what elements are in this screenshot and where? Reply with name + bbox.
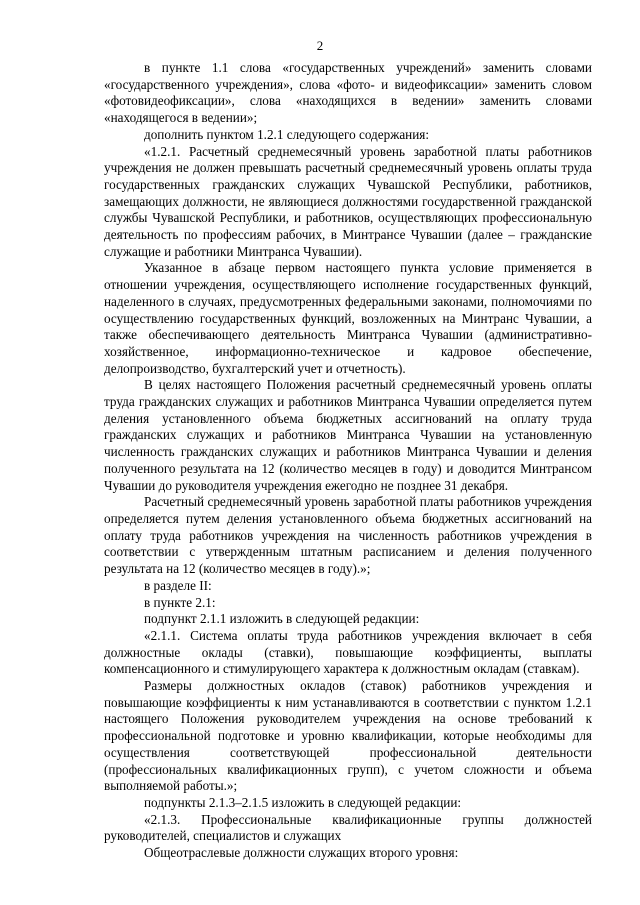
paragraph-4: Указанное в абзаце первом настоящего пункта условие применяется в отношении учреждения, осуществляющего исполнение государственных функций, наделенного в случаях, предусмотренных федеральными законами, полномочиями по осуществлению государственных функций, возложенных на Минтранс Чувашии, а также обеспечивающего деятельность Минтранса Чувашии (административно-хозяйственное, информационно-техническое и кадровое обеспечение, делопроизводство, бухгалтерский учет и отчетность). [104, 260, 592, 376]
paragraph-3: «1.2.1. Расчетный среднемесячный уровень заработной платы работников учреждения не должен превышать расчетный среднемесячный уровень оплаты труда государственных гражданских служащих Чувашской Республики, работников, замещающих должности, не являющиеся должностями государственной гражданской службы Чувашской Республики, и работников, осуществляющих профессиональную деятельность по профессиям рабочих, в Минтрансе Чувашии (далее – гражданские служащие и работники Минтранса Чувашии). [104, 143, 592, 259]
paragraph-8: в пункте 2.1: [144, 594, 216, 610]
paragraph-9: подпункт 2.1.1 изложить в следующей редакции: [144, 611, 420, 627]
paragraph-12: подпункты 2.1.3–2.1.5 изложить в следующей редакции: [144, 794, 462, 810]
paragraph-6: Расчетный среднемесячный уровень заработной платы работников учреждения определяется путем деления установленного объема бюджетных ассигнований на оплату труда работников учреждения на численность работников учреждения в соответствии с утвержденным штатным расписанием и деления полученного результата на 12 (количество месяцев в году).»; [104, 494, 592, 577]
paragraph-11: Размеры должностных окладов (ставок) работников учреждения и повышающие коэффициенты к ним устанавливаются в соответствии с пунктом 1.2.1 настоящего Положения руководителем учреждения на основе требований к профессиональной подготовке и уровню квалификации, которые необходимы для осуществления соответствующей профессиональной деятельности (профессиональных квалификационных групп), с учетом сложности и объема выполняемой работы.»; [104, 678, 592, 794]
paragraph-5: В целях настоящего Положения расчетный среднемесячный уровень оплаты труда гражданских служащих и работников Минтранса Чувашии определяется путем деления установленного объема бюджетных ассигнований на оплату труда гражданских служащих и работников Минтранса Чувашии на установленную численность гражданских служащих и работников Минтранса Чувашии и деления полученного результата на 12 (количество месяцев в году) и доводится Минтрансом Чувашии до руководителя учреждения ежегодно не позднее 31 декабря. [104, 377, 592, 493]
paragraph-10: «2.1.1. Система оплаты труда работников учреждения включает в себя должностные оклады (ставки), повышающие коэффициенты, выплаты компенсационного и стимулирующего характера к должностным окладам (ставкам). [104, 627, 592, 677]
paragraph-13: «2.1.3. Профессиональные квалификационные группы должностей руководителей, специалистов и служащих [104, 811, 592, 844]
paragraph-1: в пункте 1.1 слова «государственных учреждений» заменить словами «государственного учреждения», слова «фото- и видеофиксации» заменить словом «фотовидеофиксации», слова «находящихся в ведении» заменить словами «находящегося в ведении»; [104, 60, 592, 126]
document-body [104, 60, 592, 862]
page-number: 2 [316, 38, 324, 53]
paragraph-2: дополнить пунктом 1.2.1 следующего содержания: [144, 126, 430, 142]
paragraph-7: в разделе II: [144, 577, 212, 593]
paragraph-14: Общеотраслевые должности служащих второго уровня: [144, 845, 459, 861]
